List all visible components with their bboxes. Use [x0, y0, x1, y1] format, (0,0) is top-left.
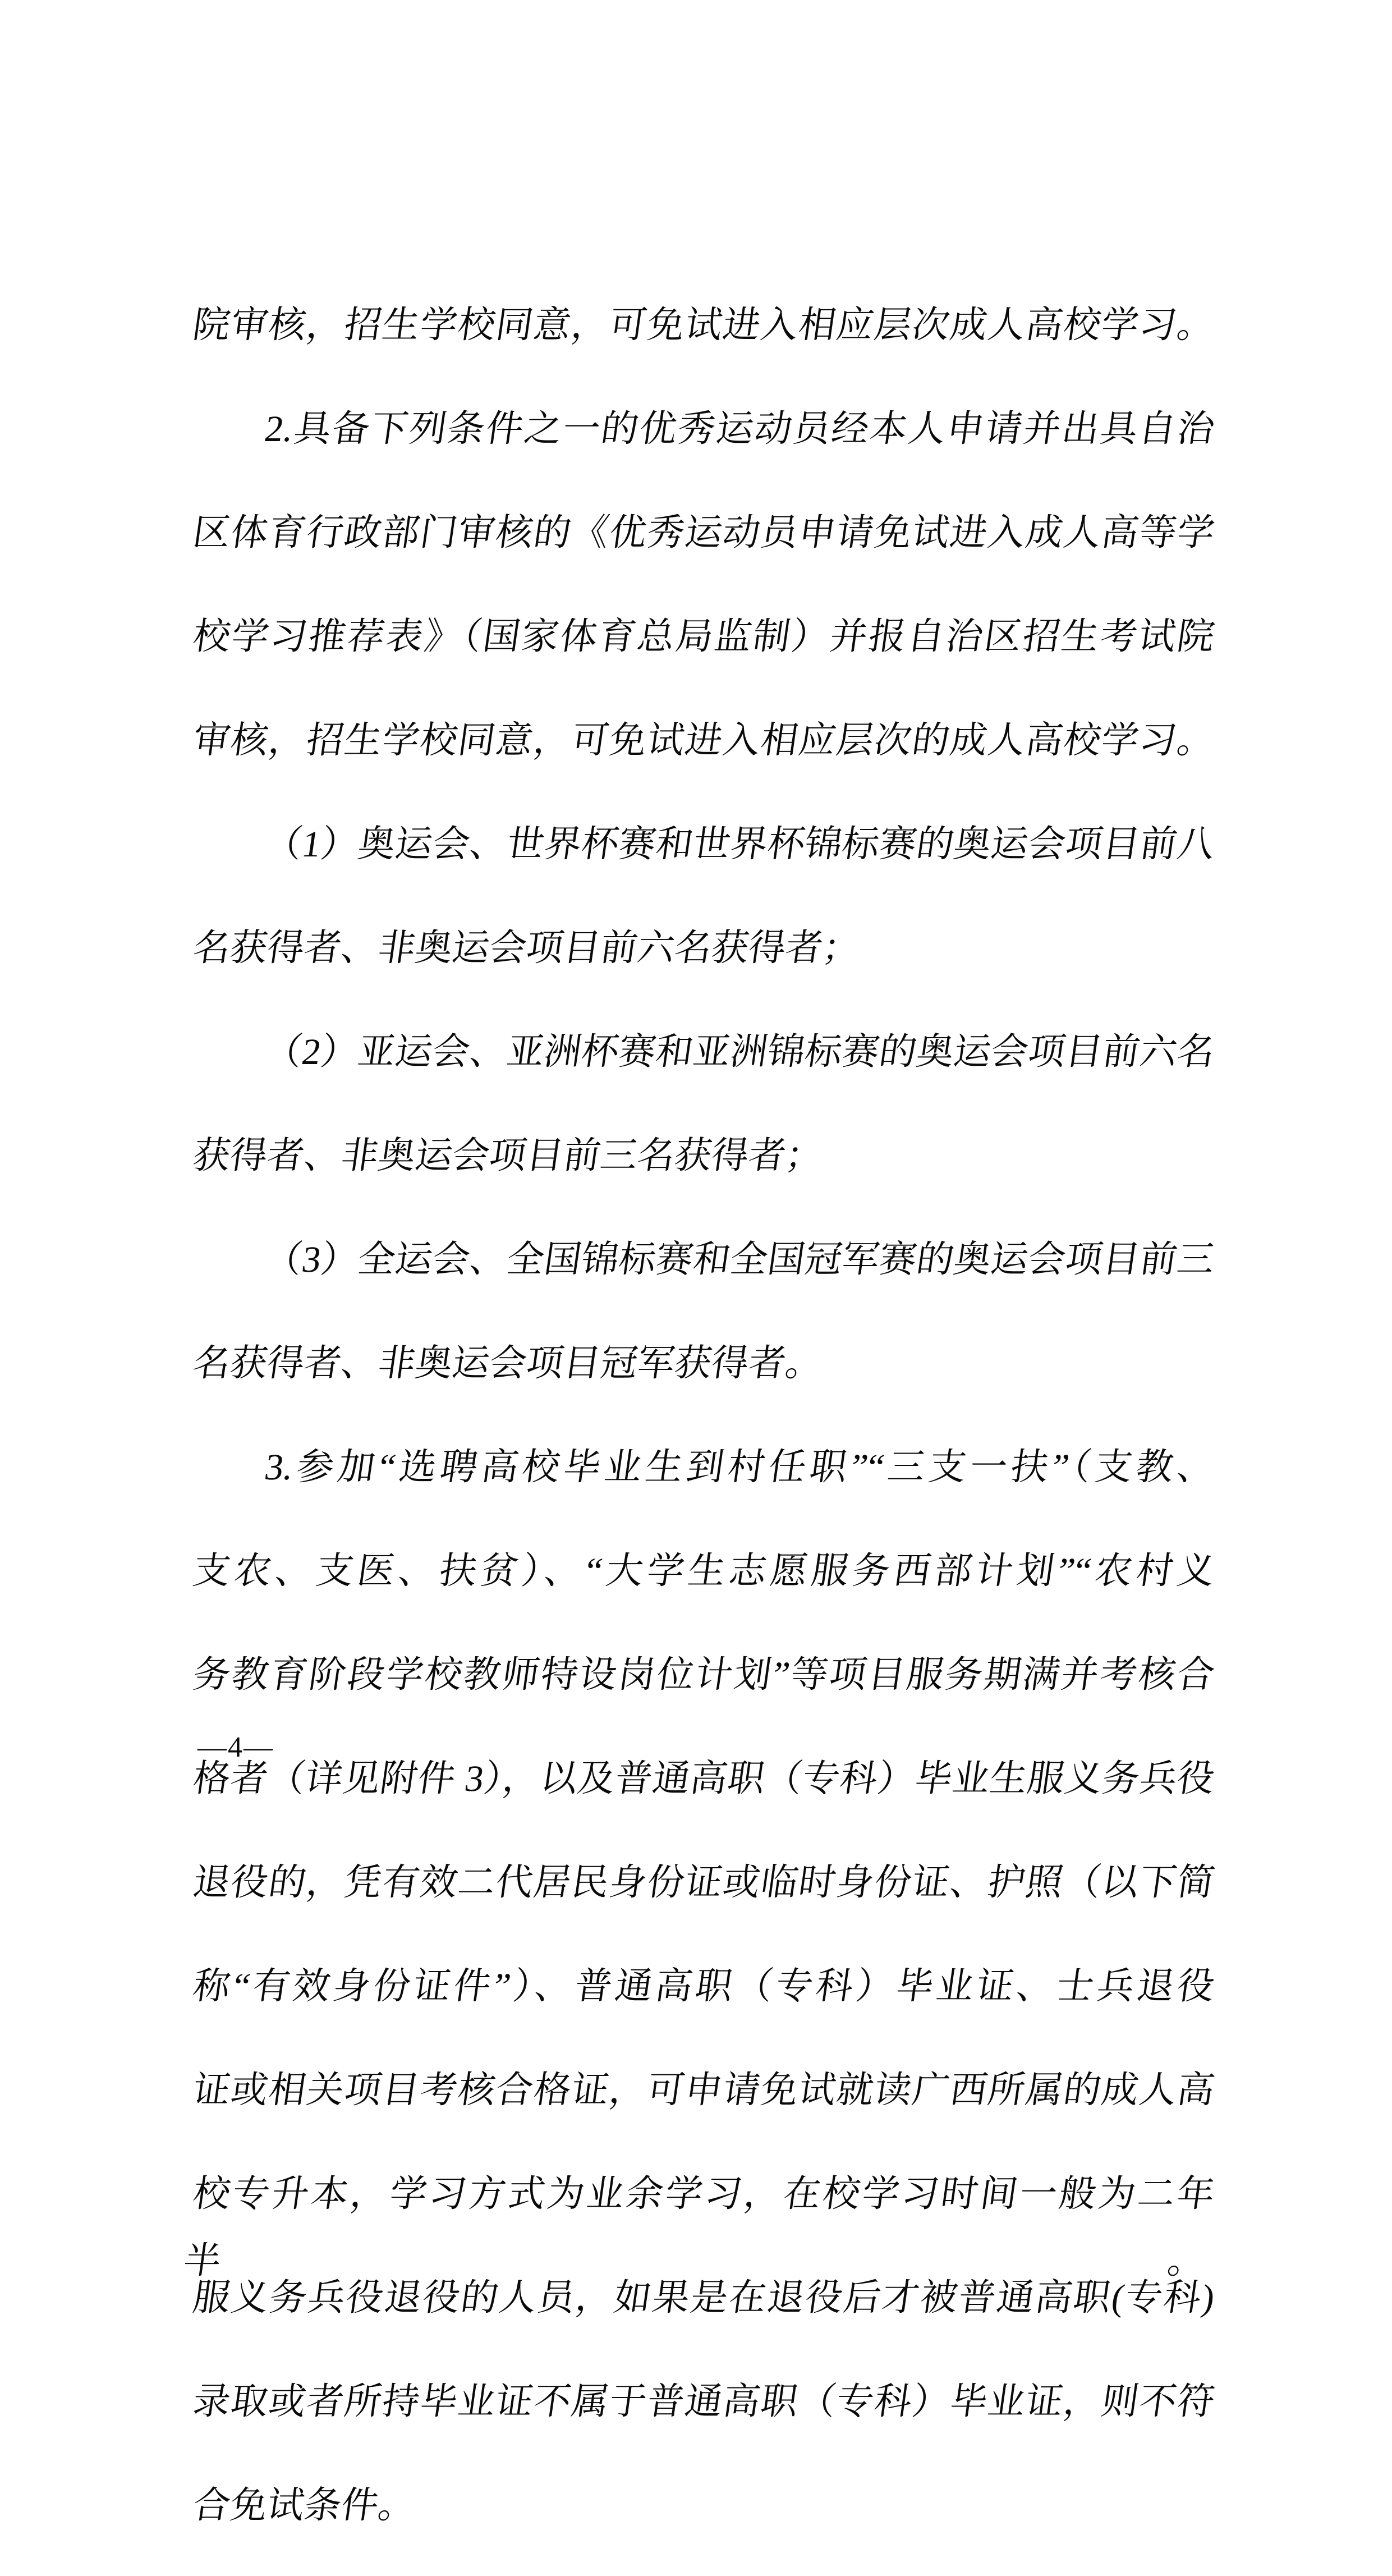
body-line: 服义务兵役退役的人员，如果是在退役后才被普通高职(专科) [190, 2277, 1218, 2318]
body-line: 院审核，招生学校同意，可免试进入相应层次成人高校学习。 [190, 305, 1218, 346]
body-line: 支农、支医、扶贫）、“大学生志愿服务西部计划”“农村义 [190, 1551, 1218, 1592]
body-line: （2）亚运会、亚洲杯赛和亚洲锦标赛的奥运会项目前六名 [262, 1032, 1218, 1072]
body-line: 合免试条件。 [190, 2485, 419, 2526]
body-line: 2.具备下列条件之一的优秀运动员经本人申请并出具自治 [262, 409, 1218, 450]
body-line: 务教育阶段学校教师特设岗位计划”等项目服务期满并考核合 [190, 1654, 1218, 1695]
body-line: 格者（详见附件 3），以及普通高职（专科）毕业生服义务兵役 [190, 1758, 1218, 1799]
body-line: 审核，招生学校同意，可免试进入相应层次的成人高校学习。 [190, 720, 1218, 761]
body-line: 获得者、非奥运会项目前三名获得者； [190, 1135, 826, 1176]
page-number: —4— [197, 1731, 274, 1763]
body-line: （3）全运会、全国锦标赛和全国冠军赛的奥运会项目前三 [262, 1239, 1218, 1280]
body-line: 证或相关项目考核合格证，可申请免试就读广西所属的成人高 [190, 2070, 1218, 2111]
body-line: （1）奥运会、世界杯赛和世界杯锦标赛的奥运会项目前八 [262, 824, 1218, 865]
body-line: 名获得者、非奥运会项目前六名获得者； [190, 928, 863, 969]
body-line: 录取或者所持毕业证不属于普通高职（专科）毕业证，则不符 [190, 2381, 1218, 2422]
body-line: 区体育行政部门审核的《优秀运动员申请免试进入成人高等学 [190, 512, 1218, 553]
document-body [181, 255, 1218, 2576]
body-line: 名获得者、非奥运会项目冠军获得者。 [190, 1343, 826, 1384]
body-line: 3.参加“选聘高校毕业生到村任职”“三支一扶”（支教、 [262, 1447, 1218, 1488]
body-line: 校专升本，学习方式为业余学习，在校学习时间一般为二年半。 [181, 2174, 1218, 2281]
body-line: 退役的，凭有效二代居民身份证或临时身份证、护照（以下简 [190, 1862, 1218, 1903]
body-line: 校学习推荐表》（国家体育总局监制）并报自治区招生考试院 [190, 616, 1218, 657]
body-line: 称“有效身份证件”）、普通高职（专科）毕业证、士兵退役 [190, 1966, 1218, 2007]
